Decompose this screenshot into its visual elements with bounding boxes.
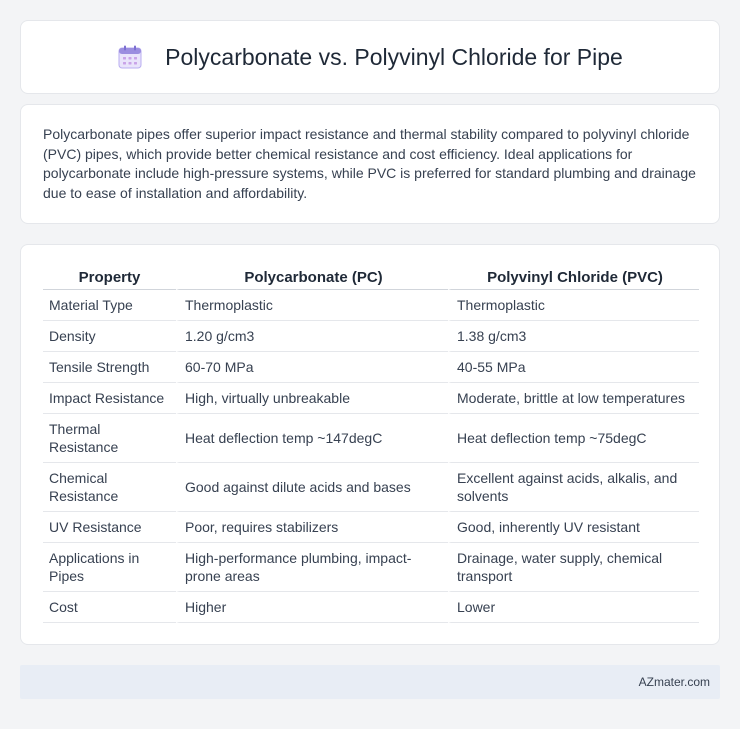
cell-pvc: Good, inherently UV resistant <box>448 512 699 543</box>
table-row <box>43 463 699 512</box>
comparison-table <box>43 261 699 623</box>
cell-pc: Thermoplastic <box>176 290 448 321</box>
cell-pc: Good against dilute acids and bases <box>176 463 448 512</box>
header-property: Property <box>43 261 176 290</box>
intro-text: Polycarbonate pipes offer superior impact resistance and thermal stability compared to polyvinyl chloride (PVC) pipes, which provide better chemical resistance and cost efficiency. Ideal applications for polycarbonate include high-pressure systems, while PVC is preferred for standard plumbing and drainage due to ease of installation and affordability. <box>43 126 696 201</box>
table-row <box>43 352 699 383</box>
header-polycarbonate: Polycarbonate (PC) <box>176 261 448 290</box>
cell-property: Density <box>43 321 176 352</box>
cell-property: Tensile Strength <box>43 352 176 383</box>
cell-property: UV Resistance <box>43 512 176 543</box>
cell-property: Chemical Resistance <box>43 463 176 512</box>
cell-pvc: Excellent against acids, alkalis, and solvents <box>448 463 699 512</box>
cell-pc: Heat deflection temp ~147degC <box>176 414 448 463</box>
page-title: Polycarbonate vs. Polyvinyl Chloride for Pipe <box>165 43 623 70</box>
cell-pc: High, virtually unbreakable <box>176 383 448 414</box>
cell-pvc: Thermoplastic <box>448 290 699 321</box>
table-row <box>43 543 699 592</box>
cell-pvc: Moderate, brittle at low temperatures <box>448 383 699 414</box>
cell-pvc: 40-55 MPa <box>448 352 699 383</box>
cell-property: Material Type <box>43 290 176 321</box>
title-card <box>20 20 720 94</box>
table-row <box>43 321 699 352</box>
cell-pc: Poor, requires stabilizers <box>176 512 448 543</box>
intro-card <box>20 104 720 224</box>
cell-pvc: 1.38 g/cm3 <box>448 321 699 352</box>
cell-property: Applications in Pipes <box>43 543 176 592</box>
table-row <box>43 383 699 414</box>
calendar-icon <box>117 44 143 70</box>
cell-pc: 60-70 MPa <box>176 352 448 383</box>
table-header-row <box>43 261 699 290</box>
header-pvc: Polyvinyl Chloride (PVC) <box>448 261 699 290</box>
footer-bar <box>20 665 720 699</box>
cell-pvc: Lower <box>448 592 699 623</box>
footer-brand[interactable]: AZmater.com <box>638 675 710 689</box>
table-row <box>43 414 699 463</box>
comparison-card <box>20 244 720 645</box>
cell-property: Cost <box>43 592 176 623</box>
cell-pc: 1.20 g/cm3 <box>176 321 448 352</box>
cell-property: Impact Resistance <box>43 383 176 414</box>
table-row <box>43 512 699 543</box>
cell-pvc: Heat deflection temp ~75degC <box>448 414 699 463</box>
table-row <box>43 290 699 321</box>
cell-pc: Higher <box>176 592 448 623</box>
cell-property: Thermal Resistance <box>43 414 176 463</box>
table-row <box>43 592 699 623</box>
cell-pvc: Drainage, water supply, chemical transport <box>448 543 699 592</box>
cell-pc: High-performance plumbing, impact-prone areas <box>176 543 448 592</box>
